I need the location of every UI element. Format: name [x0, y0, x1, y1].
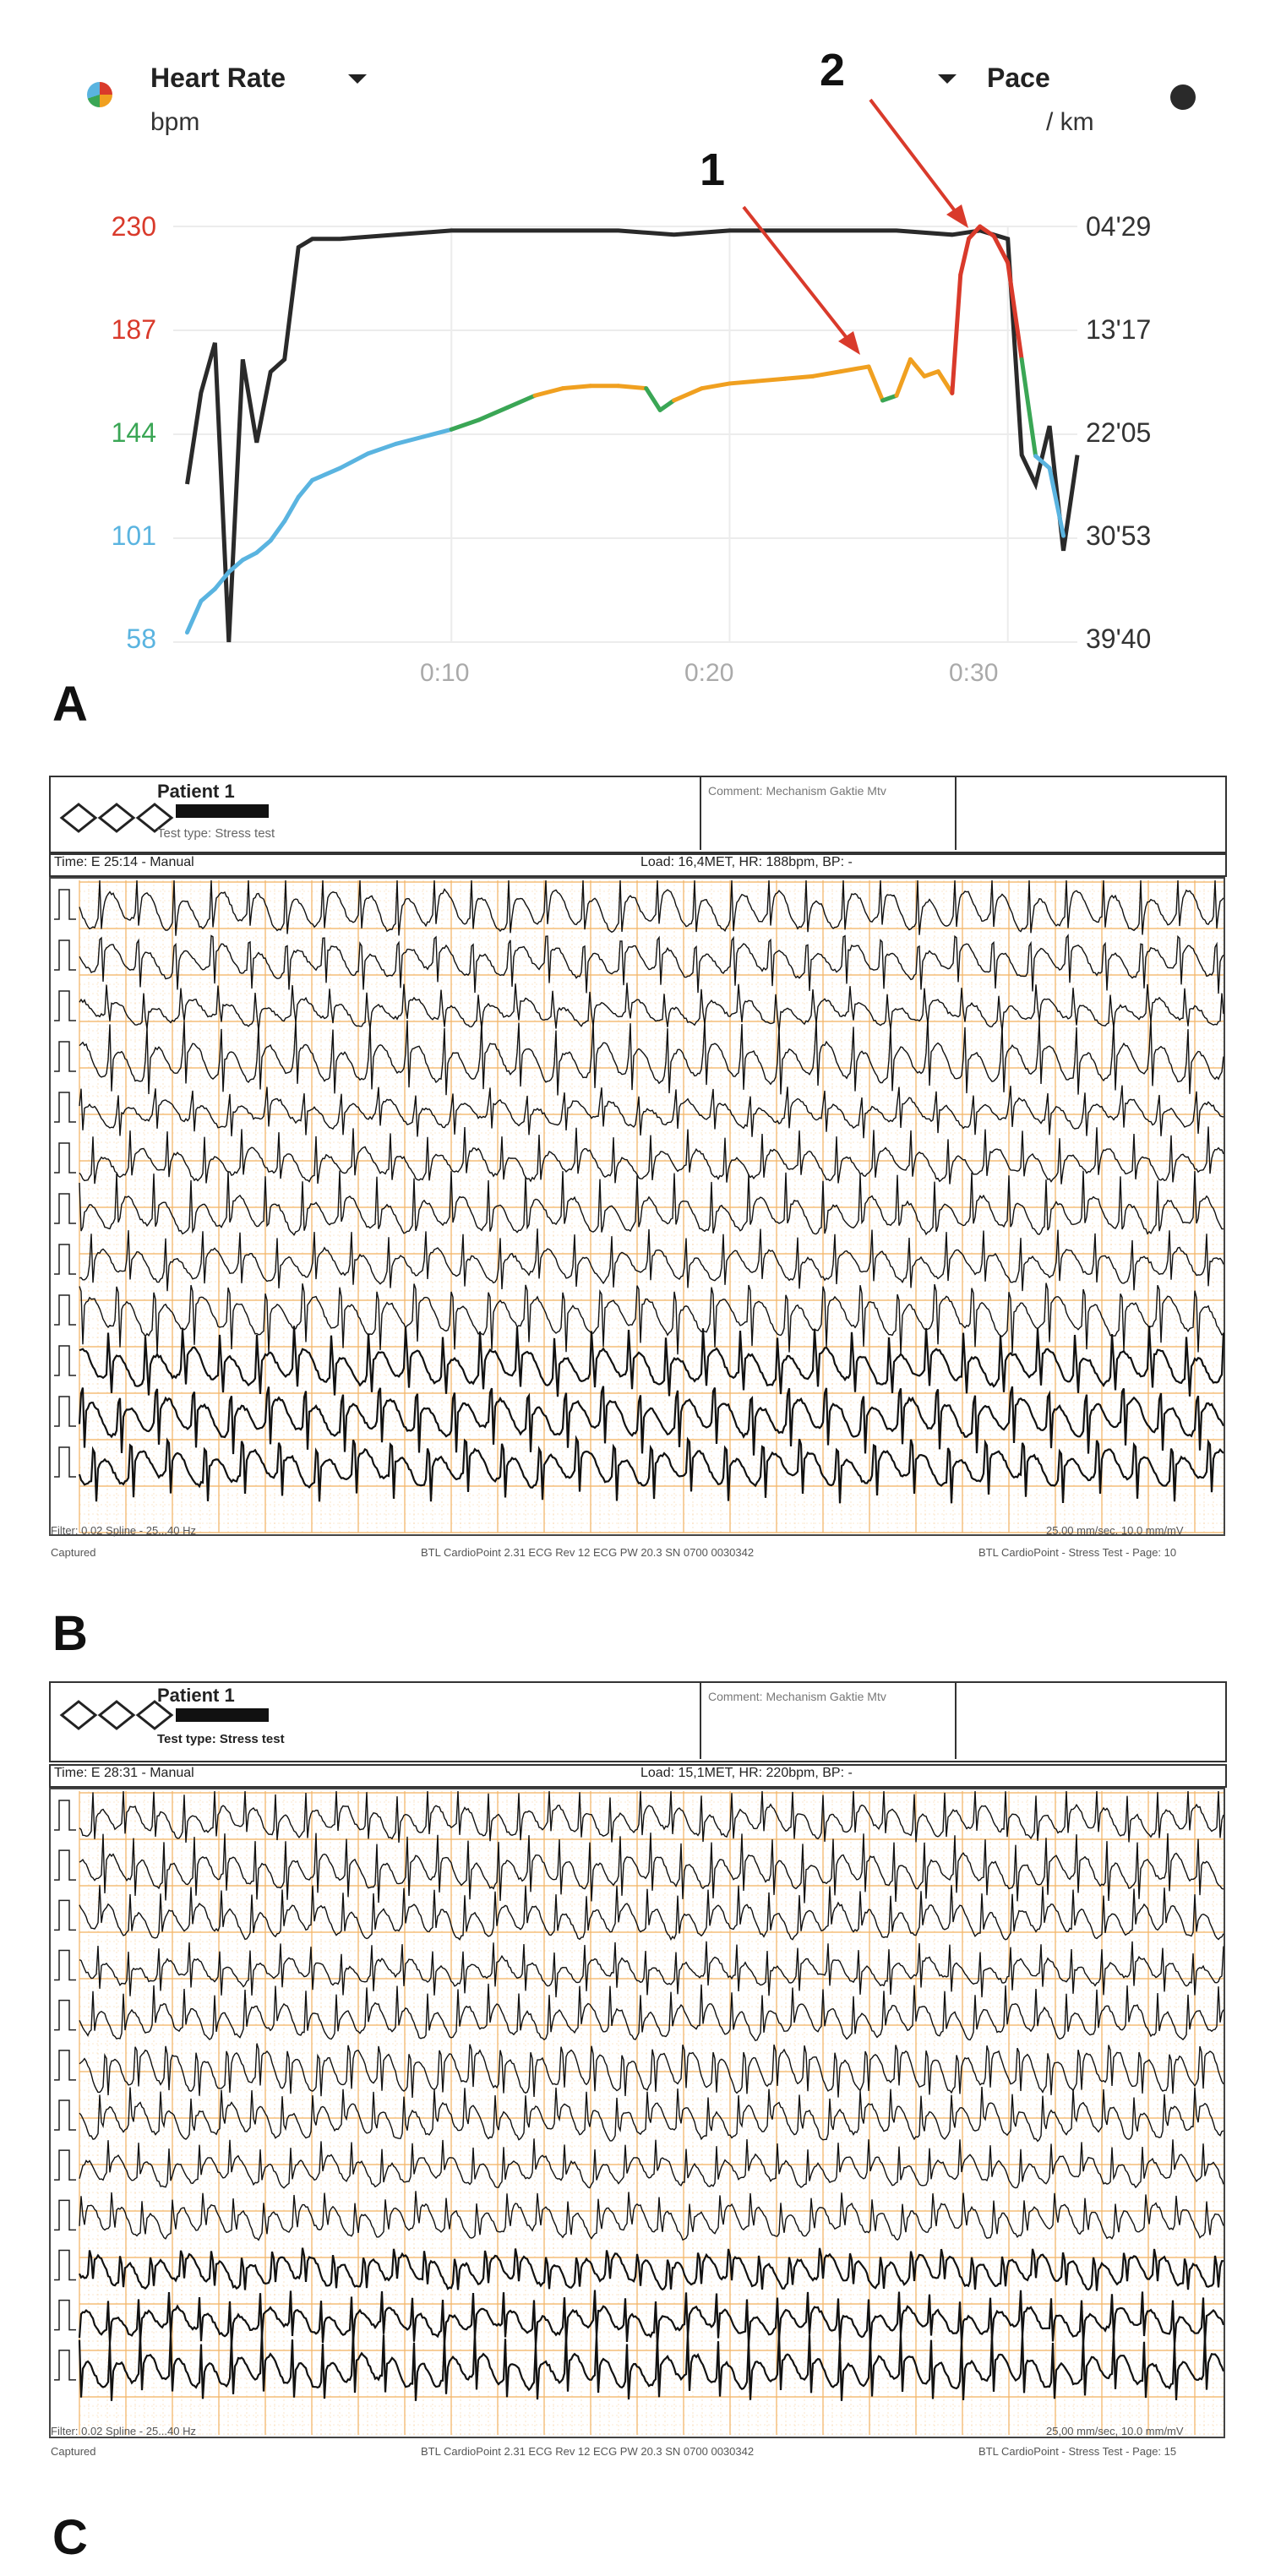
ecg-footer-left-c: Filter: 0.02 Spline - 25...40 Hz [51, 2425, 196, 2437]
hr-series-segment [243, 553, 256, 560]
ecg-testtype-b: Test type: Stress test [157, 826, 275, 841]
ecg-redaction-b [176, 804, 269, 818]
panel-label-b: B [52, 1606, 88, 1661]
ecg-calibration-pulse [54, 2050, 76, 2080]
ecg-calibration-pulse [54, 1850, 76, 1880]
hr-series-segment [507, 395, 535, 407]
ecg-calibration-pulse [54, 1092, 76, 1122]
ecg-redaction-c [176, 1708, 269, 1722]
hr-tick-0: 230 [111, 211, 156, 242]
ecg-lead-trace [79, 2191, 1224, 2240]
annotation-arrow-2 [870, 100, 962, 220]
ecg-calibration-pulse [54, 991, 76, 1021]
hr-series-segment [674, 389, 702, 400]
hr-series-segment [729, 381, 757, 384]
pace-tick-4: 39'40 [1086, 624, 1152, 654]
hr-series-segment [702, 384, 730, 389]
ecg-calibration-pulse [54, 2350, 76, 2380]
annotation-arrowhead-2 [946, 204, 968, 228]
ecg-panel-b [49, 776, 1225, 1578]
ecg-testtype-c: Test type: Stress test [157, 1732, 285, 1746]
pace-tick-3: 30'53 [1086, 520, 1152, 551]
ecg-footer-page-b: BTL CardioPoint - Stress Test - Page: 10 [978, 1546, 1177, 1559]
ecg-calibration-pulse [54, 1143, 76, 1173]
x-tick-0: 0:10 [420, 659, 470, 687]
ecg-patient-c: Patient 1 [157, 1685, 235, 1706]
ecg-footer-corner-b: Captured [51, 1546, 96, 1559]
ecg-calibration-pulse [54, 2251, 76, 2280]
hr-unit: bpm [150, 108, 200, 136]
hr-series-segment [341, 454, 368, 468]
ecg-calibration-pulse [54, 1397, 76, 1426]
ecg-footer-corner-c: Captured [51, 2445, 96, 2458]
ecg-lead-trace [79, 880, 1224, 936]
ecg-calibration-pulse [54, 940, 76, 970]
hr-series-segment [535, 389, 563, 396]
ecg-lead-trace [79, 983, 1224, 1031]
ecg-footer-page-c: BTL CardioPoint - Stress Test - Page: 15 [978, 2445, 1177, 2458]
hr-series-segment [883, 395, 897, 400]
hr-series-segment [660, 400, 673, 410]
hr-series-segment [952, 275, 961, 393]
hr-tick-1: 187 [111, 314, 156, 345]
hr-pace-chart [0, 0, 1270, 727]
hr-series-segment [938, 372, 951, 394]
hr-series-segment [479, 408, 507, 420]
hr-series-segment [313, 468, 341, 480]
ecg-calibration-pulse [54, 2200, 76, 2230]
ecg-calibration-pulse [54, 2301, 76, 2330]
ecg-lead-trace [79, 1791, 1224, 1843]
ecg-calibration-pulse [54, 1900, 76, 1930]
ecg-lead-trace [79, 2087, 1224, 2141]
ecg-load-b: Load: 16,4MET, HR: 188bpm, BP: - [640, 855, 853, 869]
ecg-lead-trace [79, 1833, 1224, 1903]
ecg-calibration-pulse [54, 1244, 76, 1274]
hr-series-segment [897, 359, 910, 395]
hr-series-segment [924, 372, 938, 377]
hr-tick-4: 58 [126, 624, 156, 654]
ecg-calibration-pulse [54, 2001, 76, 2030]
hr-series-segment [961, 238, 969, 275]
hr-title[interactable]: Heart Rate [150, 63, 286, 93]
hr-series-segment [423, 429, 451, 437]
hr-series-segment [298, 480, 312, 497]
ecg-footer-mid-c: BTL CardioPoint 2.31 ECG Rev 12 ECG PW 20.3 SN 0700 0030342 [421, 2445, 755, 2458]
hr-series-segment [785, 376, 813, 379]
ecg-calibration-pulse [54, 2150, 76, 2180]
hr-series-segment [187, 601, 200, 632]
hr-series-segment [368, 444, 395, 453]
ecg-calibration-pulse [54, 1295, 76, 1325]
hr-series-segment [451, 420, 479, 429]
hr-tick-3: 101 [111, 520, 156, 551]
hr-series-segment [395, 437, 423, 444]
hr-series-segment [841, 367, 869, 372]
panel-label-c: C [52, 2510, 88, 2565]
ecg-infobar-c [49, 1764, 1227, 1788]
hr-series-segment [285, 497, 298, 521]
ecg-panel-c [49, 1681, 1225, 2484]
ecg-lead-trace [79, 2290, 1224, 2346]
pace-tick-0: 04'29 [1086, 211, 1152, 242]
ecg-footer-mid-b: BTL CardioPoint 2.31 ECG Rev 12 ECG PW 20.3 SN 0700 0030342 [421, 1546, 755, 1559]
ecg-lead-trace [79, 2044, 1224, 2098]
pace-title[interactable]: Pace [987, 63, 1050, 93]
ecg-load-c: Load: 15,1MET, HR: 220bpm, BP: - [640, 1766, 853, 1780]
ecg-calibration-pulse [54, 1800, 76, 1830]
pace-series-line [188, 231, 1078, 642]
ecg-footer-left-b: Filter: 0.02 Spline - 25...40 Hz [51, 1524, 196, 1537]
panel-a [0, 0, 1270, 732]
ecg-strip-c [49, 1788, 1225, 2438]
panel-label-a: A [52, 677, 88, 732]
ecg-lead-trace [79, 1386, 1224, 1456]
hr-tick-2: 144 [111, 417, 156, 448]
ecg-calibration-pulse [54, 1194, 76, 1223]
hr-series-segment [813, 372, 841, 377]
hr-series-segment [646, 389, 660, 411]
annotation-2: 2 [820, 45, 846, 95]
ecg-lead-trace [79, 2248, 1224, 2291]
ecg-calibration-pulse [54, 2100, 76, 2130]
hr-series-segment [757, 379, 785, 381]
pace-tick-1: 13'17 [1086, 314, 1152, 345]
ecg-lead-trace [79, 1885, 1224, 1940]
ecg-lead-trace [79, 1086, 1224, 1139]
ecg-lead-trace [79, 1018, 1224, 1096]
ecg-infobar-b [49, 853, 1227, 877]
pace-unit: / km [1046, 108, 1094, 136]
hr-series-segment [201, 589, 215, 601]
x-tick-2: 0:30 [949, 659, 999, 687]
ecg-time-c: Time: E 28:31 - Manual [54, 1766, 194, 1780]
hr-series-segment [619, 386, 646, 389]
pace-tick-2: 22'05 [1086, 417, 1152, 448]
annotation-arrowhead-1 [838, 331, 860, 355]
annotation-1: 1 [700, 144, 726, 195]
x-tick-1: 0:20 [684, 659, 734, 687]
ecg-time-b: Time: E 25:14 - Manual [54, 855, 194, 869]
ecg-calibration-pulse [54, 1346, 76, 1375]
ecg-lead-trace [79, 935, 1224, 994]
hr-series-segment [910, 359, 924, 376]
ecg-lead-trace [79, 1326, 1224, 1397]
ecg-calibration-pulse [54, 890, 76, 919]
hr-series-segment [869, 367, 882, 400]
ecg-comment-b: Comment: Mechanism Gaktie Mtv [708, 784, 886, 798]
ecg-lead-trace [79, 1984, 1224, 2040]
ecg-calibration-pulse [54, 1447, 76, 1477]
ecg-calibration-pulse [54, 1951, 76, 1980]
ecg-calibration-pulse [54, 1042, 76, 1071]
ecg-strip-b [49, 877, 1225, 1536]
ecg-patient-b: Patient 1 [157, 781, 235, 802]
ecg-comment-c: Comment: Mechanism Gaktie Mtv [708, 1690, 886, 1703]
ecg-lead-trace [79, 1126, 1224, 1184]
hr-series-segment [257, 541, 270, 553]
annotation-arrow-1 [744, 207, 853, 346]
ecg-footer-right-b: 25,00 mm/sec, 10.0 mm/mV [1046, 1524, 1184, 1537]
ecg-footer-right-c: 25,00 mm/sec, 10.0 mm/mV [1046, 2425, 1184, 2437]
hr-series-segment [563, 386, 591, 389]
ecg-lead-trace [79, 2332, 1224, 2401]
hr-series-segment [1022, 359, 1035, 455]
